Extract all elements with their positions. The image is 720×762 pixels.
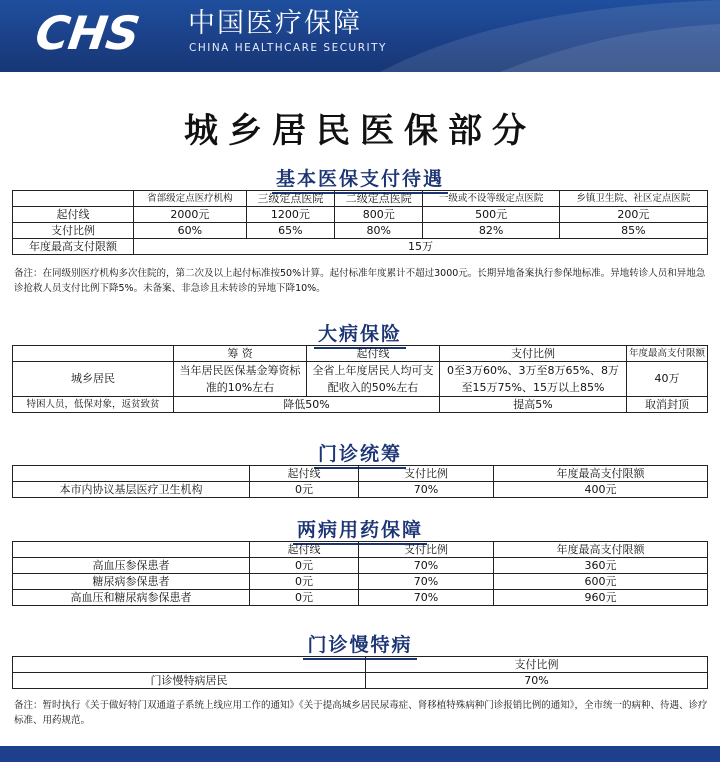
table-header-cell [13,346,174,362]
table-cell: 2000元 [134,207,247,223]
table-cell: 70% [359,590,494,606]
table-cell: 1200元 [246,207,334,223]
table-row [13,590,708,606]
table-cell: 起付线 [13,207,134,223]
section-title-two-diseases: 两病用药保障 [0,515,720,545]
table-cell: 高血压参保患者 [13,558,250,574]
section-title-outpatient: 门诊统筹 [0,439,720,469]
table-header-cell [13,191,134,207]
chs-logo: CHS [32,6,143,60]
table-header-cell: 支付比例 [359,466,494,482]
table-row [13,574,708,590]
section-title-critical: 大病保险 [0,319,720,349]
table-header-cell: 省部级定点医疗机构 [134,191,247,207]
table-cell: 70% [359,482,494,498]
table-cell: 70% [366,673,708,689]
table-cell: 降低50% [174,397,440,413]
table-header-cell: 起付线 [250,542,359,558]
table-header-cell: 支付比例 [440,346,627,362]
table-cell: 960元 [494,590,708,606]
critical-illness-table [12,345,708,413]
section-title-chronic: 门诊慢特病 [0,630,720,660]
table-header-row [13,191,708,207]
two-diseases-table [12,541,708,606]
table-cell: 60% [134,223,247,239]
table-header-cell [13,466,250,482]
basic-note: 备注：在同级别医疗机构多次住院的，第二次及以上起付标准按50%计算。起付标准年度累计不超过3000元。长期异地备案执行参保地标准。异地转诊人员和异地急诊抢救人员支付比例下降5%。未备案、非急诊且未转诊的异地下降10%。 [14,268,706,294]
table-row [13,239,708,255]
table-cell: 15万 [134,239,708,255]
table-header-cell: 筹 资 [174,346,307,362]
table-header-cell: 支付比例 [359,542,494,558]
table-cell: 500元 [423,207,559,223]
table-cell: 糖尿病参保患者 [13,574,250,590]
table-cell: 年度最高支付限额 [13,239,134,255]
chronic-disease-table [12,656,708,689]
table-cell: 0至3万60%、3万至8万65%、8万至15万75%、15万以上85% [440,362,627,397]
table-cell: 门诊慢特病居民 [13,673,366,689]
table-cell: 取消封顶 [626,397,707,413]
table-header-cell: 年度最高支付限额 [626,346,707,362]
table-cell: 特困人员，低保对象，返贫致贫 [13,397,174,413]
table-cell: 提高5% [440,397,627,413]
table-header-cell: 乡镇卫生院、社区定点医院 [559,191,707,207]
table-header-row [13,466,708,482]
logo-english-name: CHINA HEALTHCARE SECURITY [189,42,387,54]
table-cell: 0元 [250,590,359,606]
table-cell: 800元 [335,207,423,223]
table-header-cell: 年度最高支付限额 [494,542,708,558]
table-cell: 200元 [559,207,707,223]
table-row [13,223,708,239]
table-header-row [13,542,708,558]
table-cell: 70% [359,558,494,574]
logo-chinese-name: 中国医疗保障 [188,8,362,39]
table-cell: 85% [559,223,707,239]
table-row [13,362,708,397]
chronic-note: 备注：暂时执行《关于做好特门双通道子系统上线应用工作的通知》《关于提高城乡居民尿毒症、肾移植特殊病种门诊报销比例的通知》，全市统一的病种、待遇、诊疗标准、用药规范。 [14,700,708,726]
basic-benefits-table [12,190,708,255]
table-cell: 600元 [494,574,708,590]
table-row [13,558,708,574]
table-cell: 0元 [250,574,359,590]
table-cell: 当年居民医保基金筹资标准的10%左右 [174,362,307,397]
table-header-cell: 年度最高支付限额 [494,466,708,482]
table-cell: 82% [423,223,559,239]
table-header-cell [13,542,250,558]
table-cell: 全省上年度居民人均可支配收入的50%左右 [307,362,440,397]
table-header-cell: 起付线 [307,346,440,362]
table-header-row [13,346,708,362]
section-title-basic: 基本医保支付待遇 [0,164,720,194]
table-row [13,482,708,498]
table-cell: 高血压和糖尿病参保患者 [13,590,250,606]
table-row [13,673,708,689]
table-cell: 65% [246,223,334,239]
header-banner [0,0,720,72]
table-cell: 本市内协议基层医疗卫生机构 [13,482,250,498]
outpatient-table [12,465,708,498]
table-header-cell: 一级或不设等级定点医院 [423,191,559,207]
table-row [13,207,708,223]
table-cell: 0元 [250,482,359,498]
table-row [13,397,708,413]
table-header-cell: 三级定点医院 [246,191,334,207]
table-cell: 360元 [494,558,708,574]
table-cell: 40万 [626,362,707,397]
table-header-cell: 起付线 [250,466,359,482]
page-title: 城乡居民医保部分 [184,111,536,151]
table-cell: 80% [335,223,423,239]
footer-bar [0,746,720,762]
table-cell: 支付比例 [13,223,134,239]
table-cell: 70% [359,574,494,590]
table-cell: 400元 [494,482,708,498]
table-header-row [13,657,708,673]
table-cell: 城乡居民 [13,362,174,397]
table-header-cell [13,657,366,673]
table-cell: 0元 [250,558,359,574]
table-header-cell: 支付比例 [366,657,708,673]
table-header-cell: 二级定点医院 [335,191,423,207]
